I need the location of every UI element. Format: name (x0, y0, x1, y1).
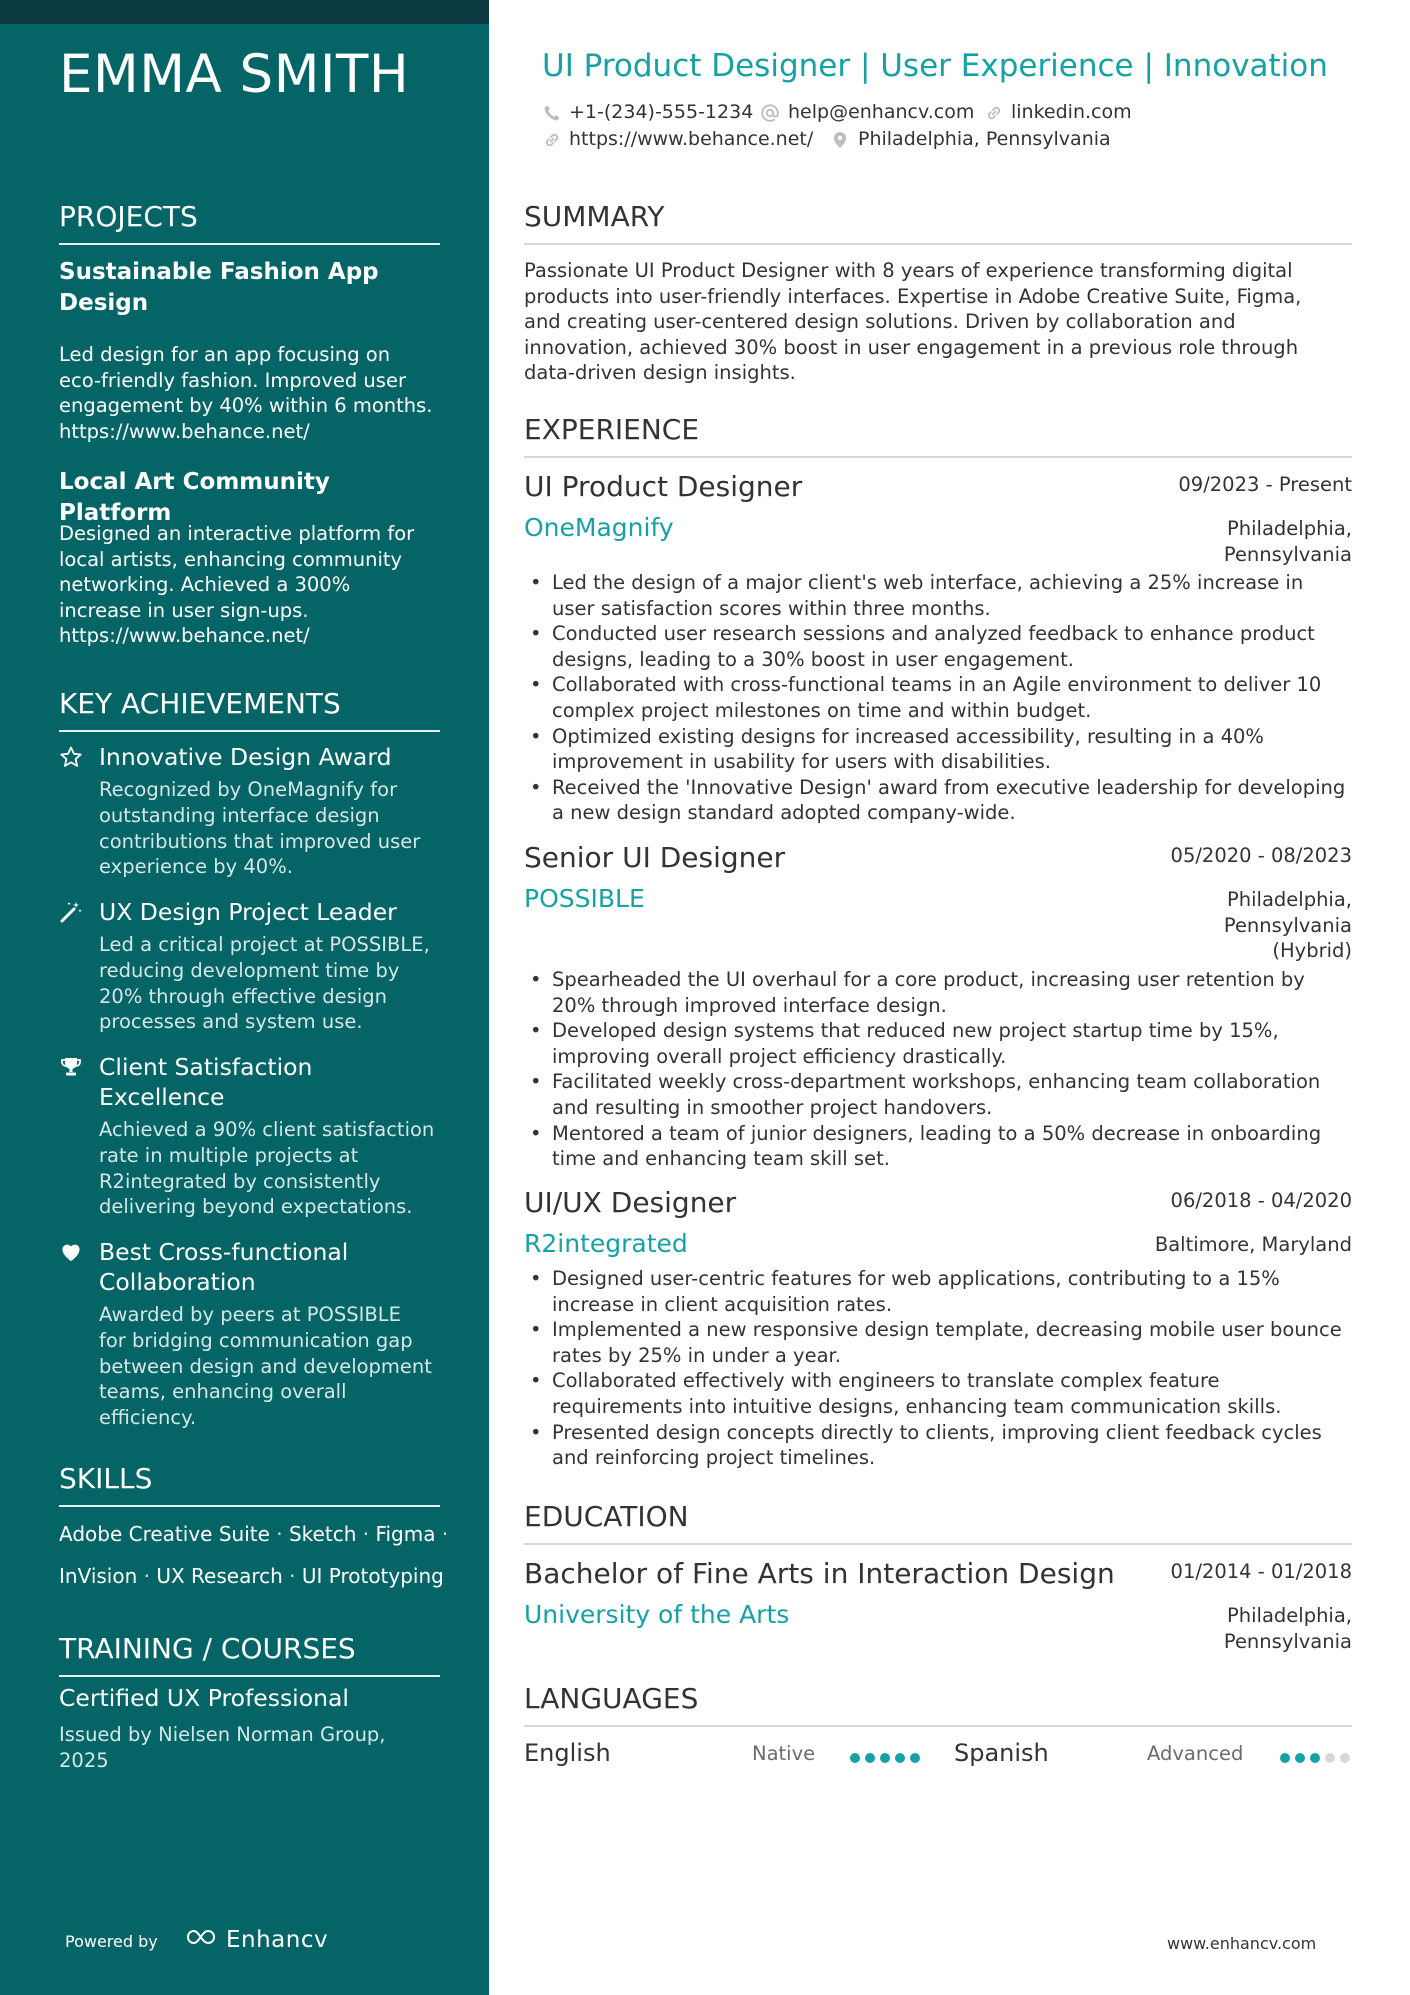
website-contact[interactable]: https://www.behance.net/ (569, 128, 814, 150)
languages-title: LANGUAGES (524, 1682, 1352, 1727)
skills-title: SKILLS (59, 1462, 440, 1507)
linkedin-contact[interactable]: linkedin.com (1011, 101, 1132, 123)
footer-url[interactable]: www.enhancv.com (1167, 1934, 1317, 1953)
project-description: Led design for an app focusing on eco-friendly fashion. Improved user engagement by 40% within 6 months. https://www.behance.net/ (59, 342, 449, 444)
skill-tag: UI Prototyping (301, 1564, 444, 1588)
skill-tag: Adobe Creative Suite (59, 1522, 270, 1546)
list-item: • Conducted user research sessions and analyzed feedback to enhance product designs, leading to a 30% boost in user engagement. (524, 621, 1354, 672)
job-title: UI Product Designer (524, 470, 803, 503)
magic-wand-icon (59, 900, 83, 924)
job-location: Philadelphia, Pennsylvania (1223, 517, 1352, 566)
language-rating (850, 1748, 925, 1760)
candidate-name: EMMA SMITH (59, 44, 410, 105)
rating-dot-filled (850, 1753, 860, 1763)
project-description: Designed an interactive platform for local artists, enhancing community networking. Achieved a 300% increase in user sign-ups. https://www.behance.net/ (59, 521, 449, 649)
education-location: Philadelphia, Pennsylvania (1223, 1604, 1352, 1653)
language-name: Spanish (954, 1739, 1049, 1767)
skill-tag: Sketch (288, 1522, 357, 1546)
achievement-item: Best Cross-functional Collaboration Awarded by peers at POSSIBLE for bridging communication gap between design and development teams, enhancing overall efficiency. (59, 1237, 449, 1431)
language-rating (1280, 1748, 1355, 1760)
job-title: UI/UX Designer (524, 1186, 737, 1219)
skill-tag: UX Research (156, 1564, 283, 1588)
job-bullets (524, 1266, 1354, 1471)
list-item: • Collaborated with cross-functional teams in an Agile environment to deliver 10 complex project milestones on time and within budget. (524, 672, 1354, 723)
experience-title: EXPERIENCE (524, 413, 1352, 458)
rating-dot-filled (1310, 1753, 1320, 1763)
list-item: • Mentored a team of junior designers, leading to a 50% decrease in onboarding time and enhancing team skill set. (524, 1121, 1354, 1172)
education-date: 01/2014 - 01/2018 (1170, 1560, 1352, 1583)
job-company: R2integrated (524, 1229, 688, 1258)
projects-title: PROJECTS (59, 200, 440, 245)
rating-dot-empty (1325, 1753, 1335, 1763)
degree-title: Bachelor of Fine Arts in Interaction Design (524, 1557, 1115, 1590)
job-bullets (524, 967, 1354, 1172)
at-sign-icon (760, 103, 780, 123)
list-item: • Implemented a new responsive design template, decreasing mobile user bounce rates by 25% in under a year. (524, 1317, 1354, 1368)
achievement-item: Innovative Design Award Recognized by OneMagnify for outstanding interface design contributions that improved user experience by 40%. (59, 742, 449, 880)
list-item: • Led the design of a major client's web interface, achieving a 25% increase in user satisfaction scores within three months. (524, 570, 1354, 621)
job-company: POSSIBLE (524, 884, 645, 913)
summary-title: SUMMARY (524, 200, 1352, 245)
job-company: OneMagnify (524, 513, 674, 542)
list-item: • Optimized existing designs for increased accessibility, resulting in a 40% improvement in usability for users with disabilities. (524, 724, 1354, 775)
location-contact: Philadelphia, Pennsylvania (858, 128, 1111, 150)
skill-tag: Figma (375, 1522, 436, 1546)
project-link[interactable]: https://www.behance.net/ (59, 624, 310, 647)
language-level: Advanced (1147, 1742, 1244, 1765)
course-description: Issued by Nielsen Norman Group, 2025 (59, 1723, 386, 1772)
powered-by-label: Powered by (65, 1932, 158, 1951)
link-icon (542, 130, 562, 150)
star-icon (59, 745, 83, 769)
achievement-item: UX Design Project Leader Led a critical project at POSSIBLE, reducing development time by 20% through effective design processes and system use. (59, 897, 449, 1035)
rating-dot-empty (1340, 1753, 1350, 1763)
job-date: 06/2018 - 04/2020 (1170, 1189, 1352, 1212)
rating-dot-filled (1280, 1753, 1290, 1763)
phone-contact[interactable]: +1-(234)-555-1234 (569, 101, 754, 123)
skills-list: Adobe Creative Suite · Sketch · Figma · InVision · UX Research · UI Prototyping (59, 1522, 449, 1588)
achievement-item: Client Satisfaction Excellence Achieved a 90% client satisfaction rate in multiple projects at R2integrated by consistently delivering beyond expectations. (59, 1052, 449, 1220)
course-title: Certified UX Professional (59, 1684, 349, 1712)
rating-dot-filled (880, 1753, 890, 1763)
job-location: Philadelphia, Pennsylvania (Hybrid) (1223, 888, 1352, 963)
list-item: • Facilitated weekly cross-department workshops, enhancing team collaboration and resulting in smoother project handovers. (524, 1069, 1354, 1120)
job-date: 09/2023 - Present (1178, 473, 1352, 496)
rating-dot-filled (895, 1753, 905, 1763)
rating-dot-filled (1295, 1753, 1305, 1763)
list-item: • Spearheaded the UI overhaul for a core product, increasing user retention by 20% through improved interface design. (524, 967, 1354, 1018)
language-name: English (524, 1739, 611, 1767)
list-item: • Designed user-centric features for web applications, contributing to a 15% increase in client acquisition rates. (524, 1266, 1354, 1317)
summary-text: Passionate UI Product Designer with 8 years of experience transforming digital products into user-friendly interfaces. Expertise in Adobe Creative Suite, Figma, and creating user-centered design solutions. Driven by collaboration and innovation, achieved 30% boost in user engagement in a previous role through data-driven design insights. (524, 259, 1302, 385)
email-contact[interactable]: help@enhancv.com (788, 101, 975, 123)
enhancv-brand[interactable]: Enhancv (226, 1927, 329, 1953)
sidebar-top-bar (0, 0, 489, 24)
trophy-icon (59, 1055, 83, 1079)
job-location: Baltimore, Maryland (1154, 1233, 1352, 1256)
phone-icon (542, 103, 562, 123)
training-title: TRAINING / COURSES (59, 1632, 440, 1677)
rating-dot-filled (865, 1753, 875, 1763)
language-level: Native (752, 1742, 816, 1765)
location-pin-icon (830, 130, 850, 150)
list-item: • Received the 'Innovative Design' award from executive leadership for developing a new design standard adopted company-wide. (524, 775, 1354, 826)
headline: UI Product Designer | User Experience | Innovation (542, 48, 1328, 84)
skill-tag: InVision (59, 1564, 138, 1588)
sidebar (0, 0, 489, 1995)
achievements-title: KEY ACHIEVEMENTS (59, 687, 440, 732)
project-title: Local Art Community Platform (59, 469, 330, 526)
school-name: University of the Arts (524, 1600, 790, 1629)
enhancv-logo-icon[interactable] (184, 1926, 218, 1948)
rating-dot-filled (910, 1753, 920, 1763)
list-item: • Collaborated effectively with engineers to translate complex feature requirements into intuitive designs, enhancing team communication skills. (524, 1368, 1354, 1419)
project-link[interactable]: https://www.behance.net/ (59, 419, 310, 443)
heart-icon (59, 1240, 83, 1264)
job-date: 05/2020 - 08/2023 (1170, 844, 1352, 867)
list-item: • Presented design concepts directly to clients, improving client feedback cycles and reinforcing project timelines. (524, 1420, 1354, 1471)
link-icon (984, 103, 1004, 123)
job-bullets (524, 570, 1354, 826)
list-item: • Developed design systems that reduced new project startup time by 15%, improving overall project efficiency drastically. (524, 1018, 1354, 1069)
job-title: Senior UI Designer (524, 841, 786, 874)
education-title: EDUCATION (524, 1500, 1352, 1545)
project-title: Sustainable Fashion App Design (59, 259, 379, 316)
